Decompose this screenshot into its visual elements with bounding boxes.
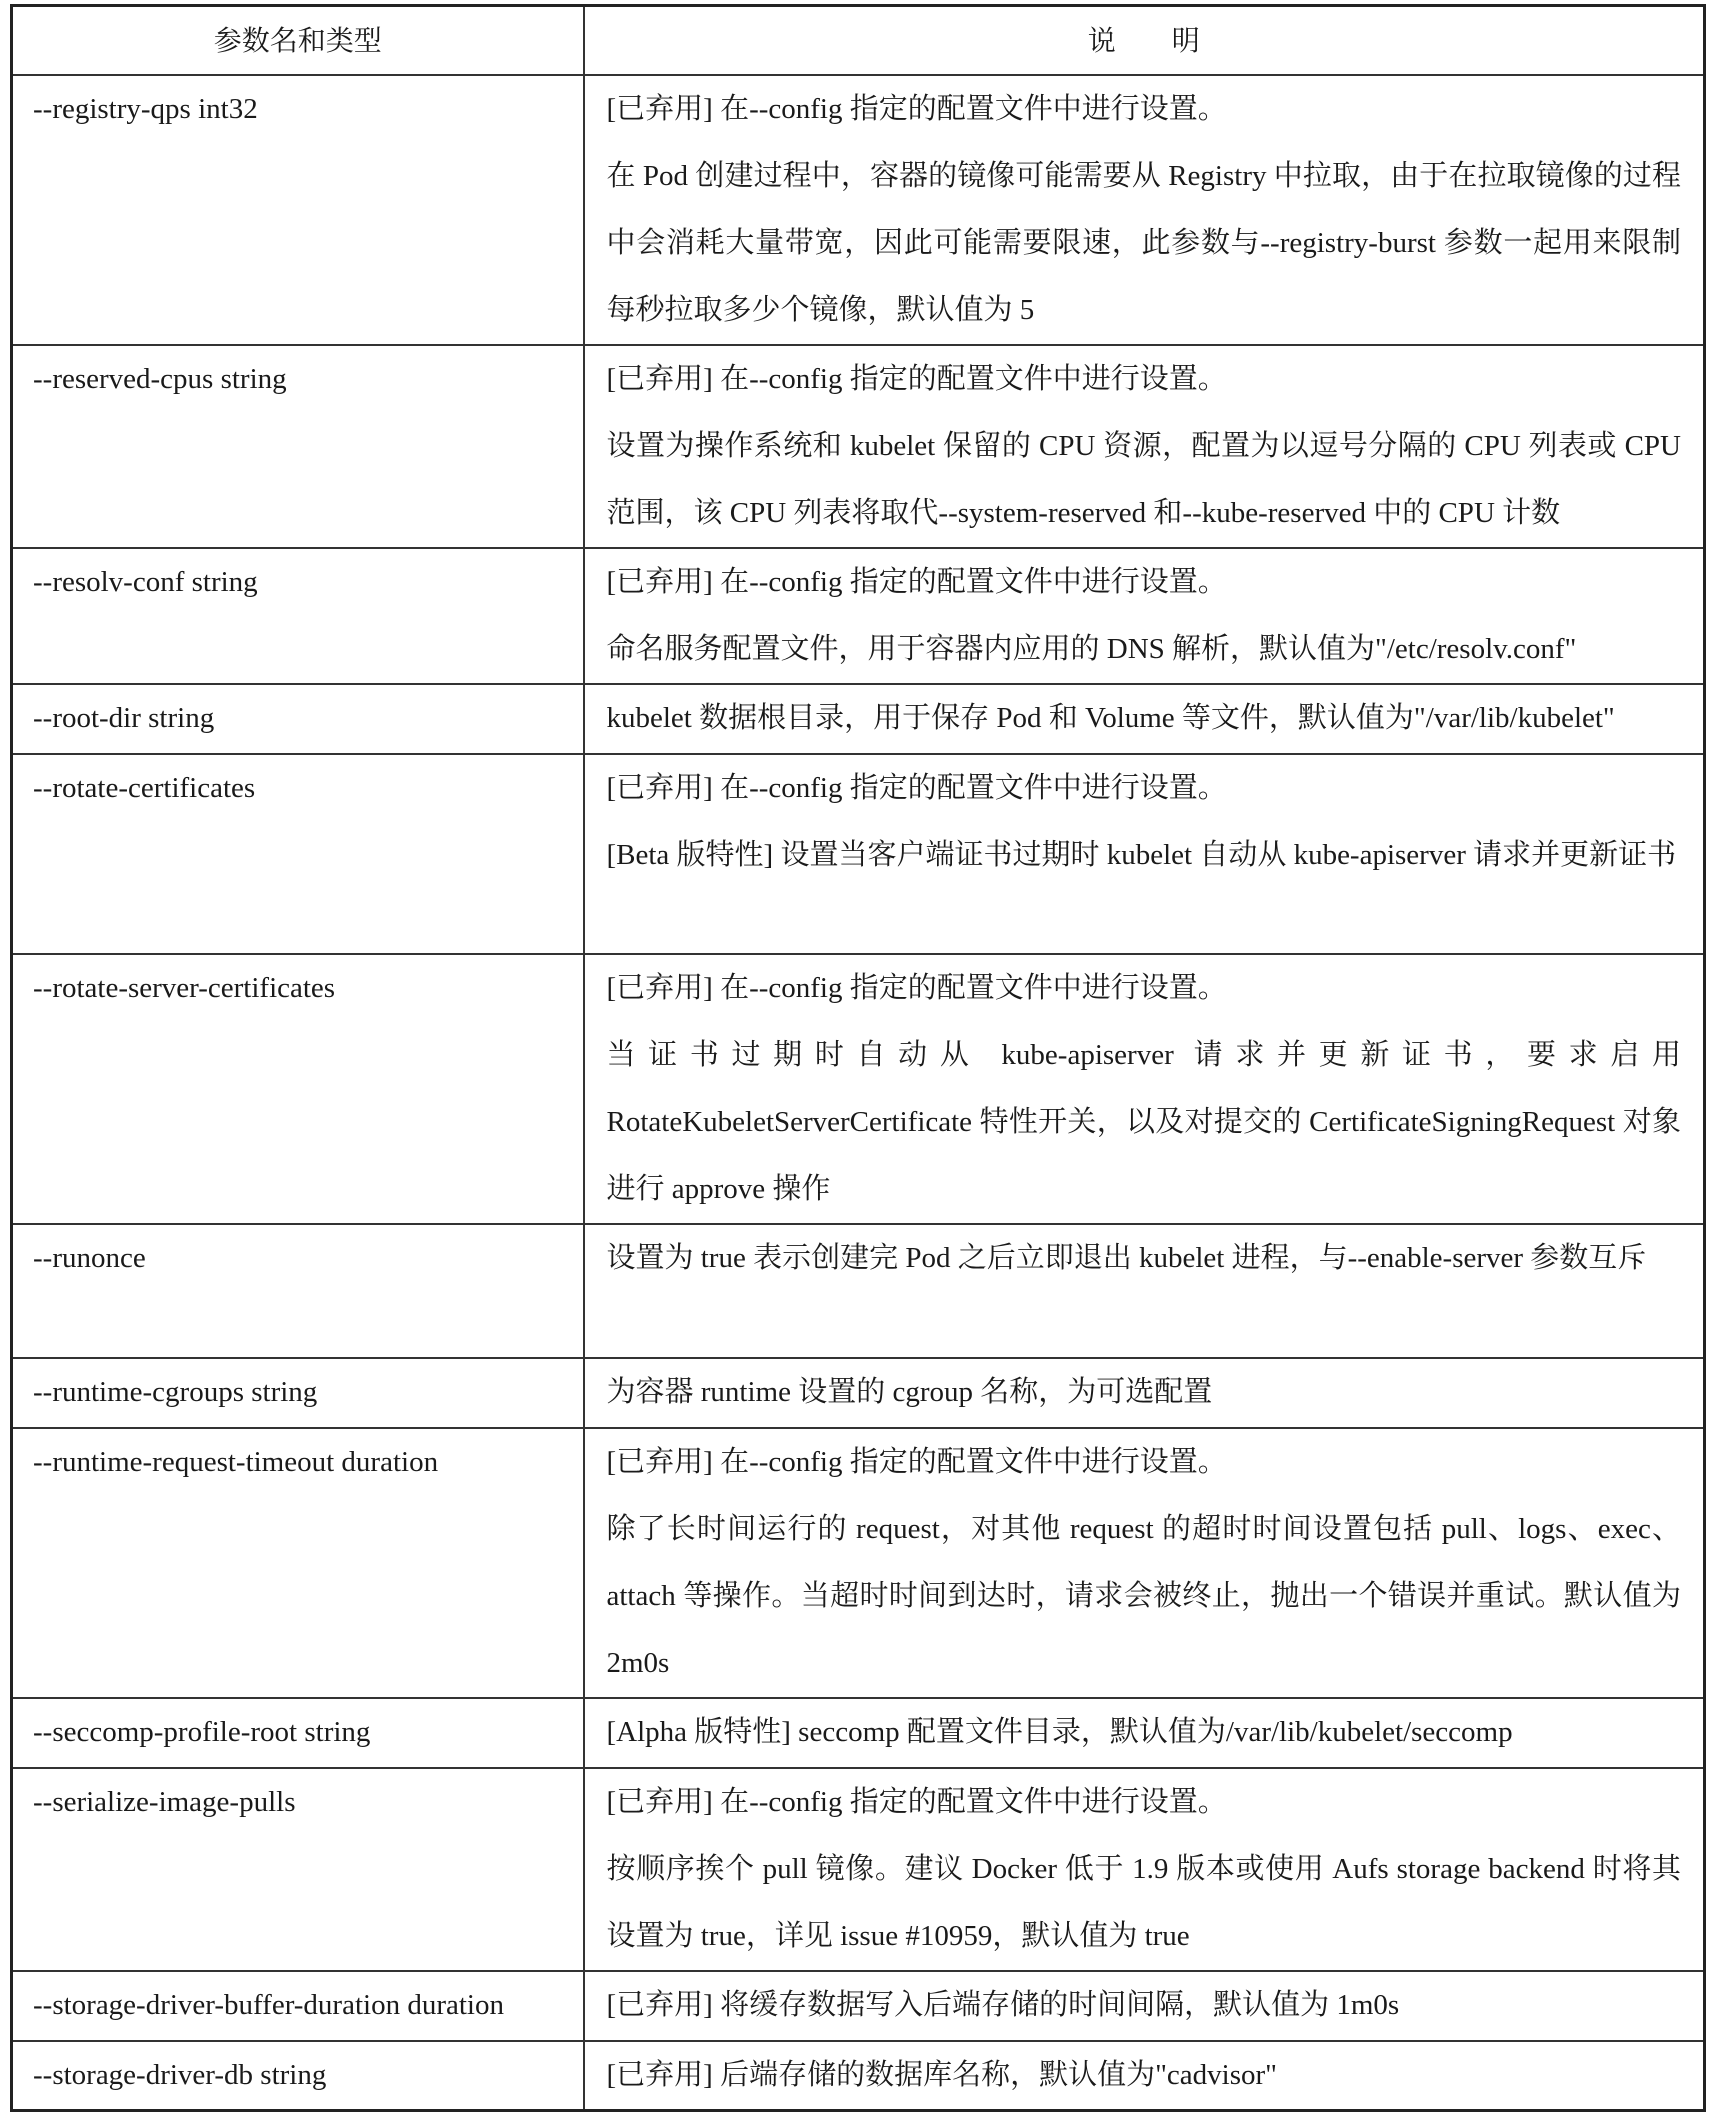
param-description [584, 1768, 1705, 1971]
param-description [584, 754, 1705, 954]
description-paragraph: 当证书过期时自动从 kube-apiserver 请求并更新证书，要求启用 RotateKubeletServerCertificate 特性开关，以及对提交的 CertificateSigningRequest 对象进行 approve 操作 [606, 1039, 1681, 1205]
param-name: --root-dir string [12, 684, 584, 754]
param-description [584, 1224, 1705, 1358]
table-row [12, 954, 1705, 1224]
description-paragraph: [Alpha 版特性] seccomp 配置文件目录，默认值为/var/lib/kubelet/seccomp [606, 1716, 1513, 1748]
param-description [584, 2041, 1705, 2111]
description-paragraph: 按顺序挨个 pull 镜像。建议 Docker 低于 1.9 版本或使用 Aufs storage backend 时将其设置为 true，详见 issue #10959，默认值为 true [606, 1853, 1681, 1952]
param-description [584, 1971, 1705, 2041]
table-row [12, 548, 1705, 684]
description-paragraph: [已弃用] 后端存储的数据库名称，默认值为"cadvisor" [606, 2059, 1277, 2091]
param-name: --rotate-server-certificates [12, 954, 584, 1224]
param-name: --runtime-cgroups string [12, 1358, 584, 1428]
param-description [584, 548, 1705, 684]
table-row [12, 1428, 1705, 1698]
param-description [584, 684, 1705, 754]
description-paragraph: 设置为 true 表示创建完 Pod 之后立即退出 kubelet 进程，与--enable-server 参数互斥 [606, 1242, 1647, 1274]
table-row [12, 1698, 1705, 1768]
param-name: --storage-driver-db string [12, 2041, 584, 2111]
param-name: --runonce [12, 1224, 584, 1358]
table-row [12, 754, 1705, 954]
parameter-table [10, 4, 1706, 2112]
param-description [584, 75, 1705, 345]
table-row [12, 345, 1705, 548]
header-desc: 说 明 [584, 6, 1705, 76]
param-description [584, 954, 1705, 1224]
param-description [584, 1428, 1705, 1698]
description-paragraph: [已弃用] 在--config 指定的配置文件中进行设置。 [606, 772, 1227, 804]
table-row [12, 684, 1705, 754]
description-paragraph: 设置为操作系统和 kubelet 保留的 CPU 资源，配置为以逗号分隔的 CPU 列表或 CPU 范围，该 CPU 列表将取代--system-reserved 和--kube-reserved 中的 CPU 计数 [606, 430, 1681, 529]
table-row [12, 1768, 1705, 1971]
description-paragraph: 在 Pod 创建过程中，容器的镜像可能需要从 Registry 中拉取，由于在拉取镜像的过程中会消耗大量带宽，因此可能需要限速，此参数与--registry-burst 参数一起用来限制每秒拉取多少个镜像，默认值为 5 [606, 160, 1681, 326]
description-paragraph: [已弃用] 在--config 指定的配置文件中进行设置。 [606, 566, 1227, 598]
description-paragraph: 除了长时间运行的 request，对其他 request 的超时时间设置包括 pull、logs、exec、attach 等操作。当超时时间到达时，请求会被终止，抛出一个错误并重试。默认值为 2m0s [606, 1513, 1681, 1679]
table-row [12, 1358, 1705, 1428]
param-description [584, 345, 1705, 548]
param-name: --storage-driver-buffer-duration duration [12, 1971, 584, 2041]
description-paragraph: [已弃用] 在--config 指定的配置文件中进行设置。 [606, 363, 1227, 395]
description-paragraph: [已弃用] 在--config 指定的配置文件中进行设置。 [606, 972, 1227, 1004]
param-name: --runtime-request-timeout duration [12, 1428, 584, 1698]
description-paragraph: [已弃用] 在--config 指定的配置文件中进行设置。 [606, 1786, 1227, 1818]
description-paragraph: [已弃用] 将缓存数据写入后端存储的时间间隔，默认值为 1m0s [606, 1989, 1400, 2021]
param-name: --registry-qps int32 [12, 75, 584, 345]
header-param: 参数名和类型 [12, 6, 584, 76]
param-description [584, 1698, 1705, 1768]
description-paragraph: kubelet 数据根目录，用于保存 Pod 和 Volume 等文件，默认值为"/var/lib/kubelet" [606, 702, 1615, 734]
description-paragraph: [已弃用] 在--config 指定的配置文件中进行设置。 [606, 1446, 1227, 1478]
description-paragraph: 命名服务配置文件，用于容器内应用的 DNS 解析，默认值为"/etc/resolv.conf" [606, 633, 1577, 665]
table-row [12, 1971, 1705, 2041]
param-name: --rotate-certificates [12, 754, 584, 954]
table-header-row [12, 6, 1705, 76]
param-name: --reserved-cpus string [12, 345, 584, 548]
param-name: --serialize-image-pulls [12, 1768, 584, 1971]
table-row [12, 2041, 1705, 2111]
param-description [584, 1358, 1705, 1428]
table-row [12, 75, 1705, 345]
description-paragraph: [Beta 版特性] 设置当客户端证书过期时 kubelet 自动从 kube-apiserver 请求并更新证书 [606, 839, 1677, 871]
table-row [12, 1224, 1705, 1358]
description-paragraph: 为容器 runtime 设置的 cgroup 名称，为可选配置 [606, 1376, 1213, 1408]
param-name: --seccomp-profile-root string [12, 1698, 584, 1768]
param-name: --resolv-conf string [12, 548, 584, 684]
description-paragraph: [已弃用] 在--config 指定的配置文件中进行设置。 [606, 93, 1227, 125]
